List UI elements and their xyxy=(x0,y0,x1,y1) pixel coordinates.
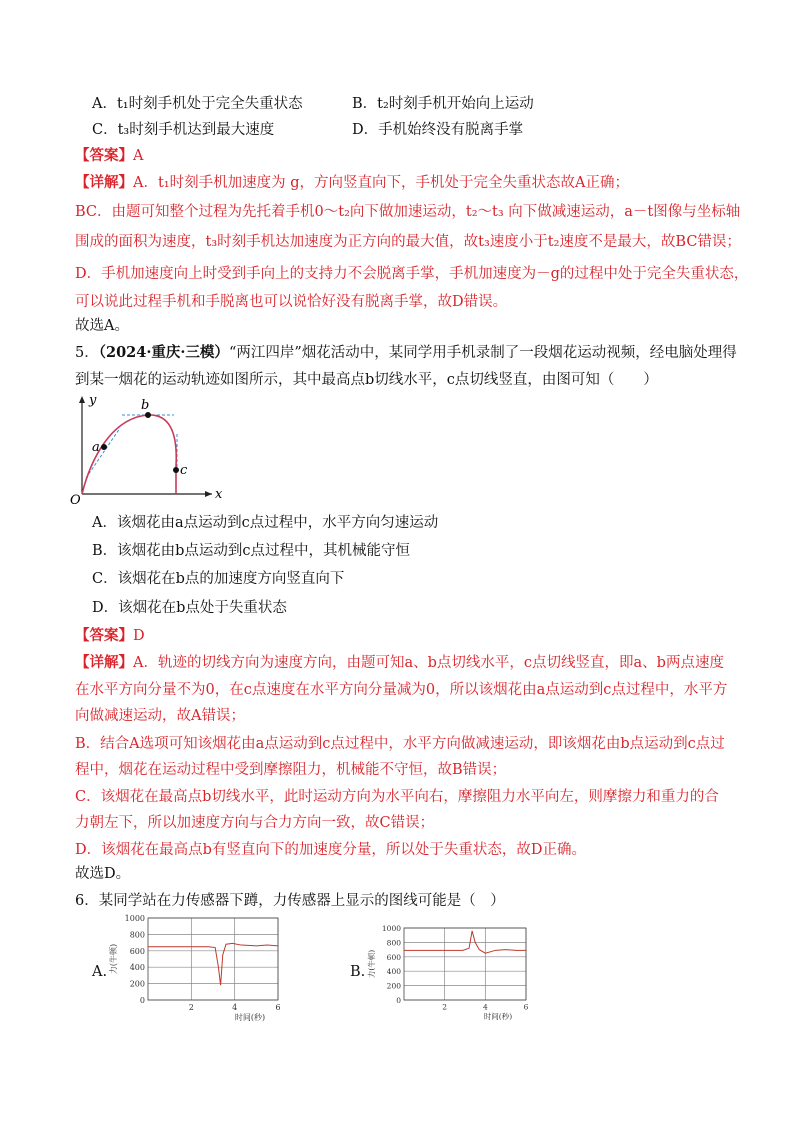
q6-chart-a xyxy=(108,914,290,1026)
q5-detail-line: C．该烟花在最高点b切线水平，此时运动方向为水平向右，摩擦阻力水平向左，则摩擦力和重力的合 xyxy=(75,789,719,805)
q5-detail-line: 在水平方向分量不为0，在c点速度在水平方向分量减为0，所以该烟花由a点运动到c点过程中，水平方 xyxy=(75,682,728,698)
y-tick-label: 400 xyxy=(129,963,145,973)
q5-stem-line: 到某一烟花的运动轨迹如图所示，其中最高点b切线水平，c点切线竖直，由图可知（ ） xyxy=(75,372,658,388)
q4-option-c: C．t₃时刻手机达到最大速度 xyxy=(92,122,275,138)
q5-source: （2024·重庆·三模） xyxy=(98,344,229,361)
q5-answer xyxy=(75,626,145,646)
q5-trajectory-figure xyxy=(62,390,232,508)
y-tick-label: 800 xyxy=(386,938,401,948)
q5-number: 5． xyxy=(75,345,99,361)
force-series-line xyxy=(404,931,526,953)
q6-stem: 6．某同学站在力传感器下蹲，力传感器上显示的图线可能是（ ） xyxy=(75,893,505,909)
label-b: b xyxy=(141,398,150,413)
q4-option-b: B．t₂时刻手机开始向上运动 xyxy=(352,96,534,112)
x-tick-label: 4 xyxy=(232,1003,238,1012)
q5-option-c: C．该烟花在b点的加速度方向竖直向下 xyxy=(92,571,345,587)
q5-detail-line: B．结合A选项可知该烟花由a点运动到c点过程中，水平方向做减速运动，即该烟花由b点运动到c点过 xyxy=(75,736,725,752)
y-axis-label: 力(牛顿) xyxy=(109,943,118,975)
y-tick-label: 200 xyxy=(386,981,401,991)
x-tick-label: 2 xyxy=(442,1002,448,1012)
q5-option-b: B．该烟花由b点运动到c点过程中，其机械能守恒 xyxy=(92,543,411,559)
q6-option-b-label: B. xyxy=(350,964,366,980)
detail-tag: 【详解】 xyxy=(75,654,133,671)
q5-conclusion: 故选D。 xyxy=(75,866,131,882)
x-tick-label: 4 xyxy=(482,1002,488,1012)
y-tick-label: 1000 xyxy=(381,924,401,933)
answer-value: D xyxy=(133,628,145,644)
q5-stem: 5．（2024·重庆·三模）“两江四岸”烟花活动中，某同学用手机录制了一段烟花运动视频，经电脑处理得 xyxy=(75,344,737,361)
label-c: c xyxy=(180,463,188,478)
y-axis-label: 力(牛顿) xyxy=(367,949,376,979)
y-tick-label: 0 xyxy=(396,996,401,1005)
q4-detail-line: BC．由题可知整个过程为先托着手机0～t₂向下做加速运动，t₂～t₃ 向下做减速运动，a－t图像与坐标轴 xyxy=(75,204,741,220)
y-tick-label: 0 xyxy=(139,996,145,1005)
y-tick-label: 400 xyxy=(386,967,401,977)
q4-answer xyxy=(75,146,143,166)
q4-detail-line: 可以说此过程手机和手脱离也可以说恰好没有脱离手掌，故D错误。 xyxy=(75,294,508,310)
label-a: a xyxy=(92,440,100,455)
q5-option-d: D．该烟花在b点处于失重状态 xyxy=(92,600,287,616)
answer-value: A xyxy=(133,148,144,164)
q6-option-a-label: A. xyxy=(92,964,108,980)
y-tick-label: 200 xyxy=(129,979,145,989)
point-a xyxy=(101,444,107,450)
q5-detail-line: 力朝左下，所以加速度方向与合力方向一致，故C错误； xyxy=(75,815,435,831)
point-c xyxy=(173,467,179,473)
q5-option-a: A．该烟花由a点运动到c点过程中，水平方向匀速运动 xyxy=(92,515,439,531)
q5-detail-line: 向做减速运动，故A错误； xyxy=(75,708,245,724)
plot-frame xyxy=(404,928,526,1000)
q4-detail-line: 【详解】A．t₁时刻手机加速度为 g，方向竖直向下，手机处于完全失重状态故A正确； xyxy=(75,174,629,191)
origin-label: O xyxy=(70,493,81,508)
q5-detail-line: D．该烟花在最高点b有竖直向下的加速度分量，所以处于失重状态，故D正确。 xyxy=(75,842,587,858)
q4-detail-line: 围成的面积为速度，t₃时刻手机达加速度为正方向的最大值，故t₃速度小于t₂速度不是最大，故BC错误； xyxy=(75,234,741,250)
y-tick-label: 600 xyxy=(386,952,401,962)
x-tick-label: 6 xyxy=(523,1002,529,1012)
x-tick-label: 2 xyxy=(188,1003,194,1012)
x-tick-label: 6 xyxy=(275,1003,281,1012)
y-axis-label: y xyxy=(89,393,97,408)
plot-frame xyxy=(148,918,278,1000)
q6-chart-b xyxy=(366,924,534,1026)
y-axis-arrow xyxy=(79,396,85,403)
q4-conclusion: 故选A。 xyxy=(75,318,129,334)
x-axis-label: 时间(秒) xyxy=(483,1012,513,1021)
answer-tag: 【答案】 xyxy=(75,627,133,644)
q4-option-a: A．t₁时刻手机处于完全失重状态 xyxy=(92,96,303,112)
x-axis-label: x xyxy=(215,487,223,502)
y-tick-label: 600 xyxy=(129,946,145,956)
y-tick-label: 1000 xyxy=(124,914,145,923)
answer-tag: 【答案】 xyxy=(75,147,133,164)
detail-tag: 【详解】 xyxy=(75,174,133,191)
force-series-line xyxy=(148,943,278,985)
y-tick-label: 800 xyxy=(129,930,145,940)
q4-detail-line: D．手机加速度向上时受到手向上的支持力不会脱离手掌，手机加速度为－g的过程中处于完全失重状态， xyxy=(75,266,749,282)
q4-option-d: D．手机始终没有脱离手掌 xyxy=(352,122,524,138)
x-axis-label: 时间(秒) xyxy=(234,1013,266,1022)
q5-detail-line: 程中，烟花在运动过程中受到摩擦阻力，机械能不守恒，故B错误； xyxy=(75,762,507,778)
q5-detail-line: 【详解】A．轨迹的切线方向为速度方向，由题可知a、b点切线水平，c点切线竖直，即a、b两点速度 xyxy=(75,654,724,671)
x-axis-arrow xyxy=(205,491,212,497)
